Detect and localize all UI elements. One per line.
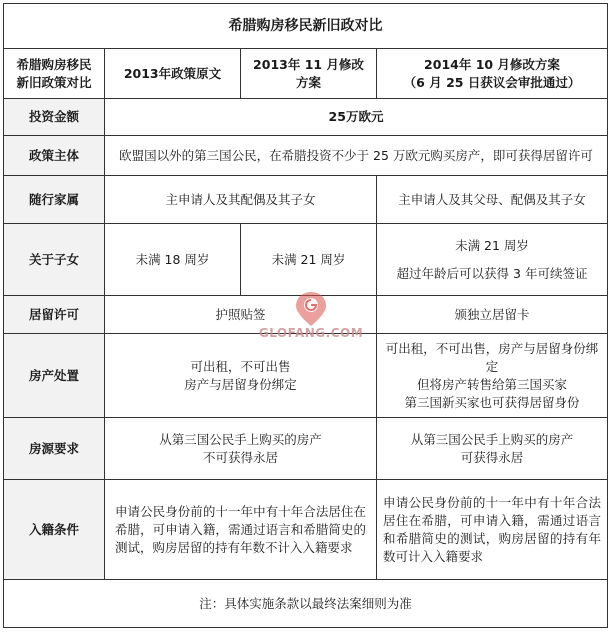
property-new	[377, 334, 608, 418]
row-property	[4, 334, 608, 418]
header-row	[4, 49, 608, 99]
naturalization-new: 申请公民身份前的十一年中有十年合法居住在希腊，可申请入籍，需通过语言和希腊简史的测试，购房居留的持有年数可计入入籍要求	[377, 480, 608, 580]
children-2013: 未满 18 周岁	[105, 224, 241, 296]
row-note	[4, 580, 608, 628]
row-label-residence: 居留许可	[4, 296, 105, 334]
property-old-line1: 可出租，不可出售	[190, 358, 291, 374]
row-source	[4, 418, 608, 480]
children-2014	[377, 224, 608, 296]
row-label-family: 随行家属	[4, 176, 105, 224]
spacer	[383, 255, 601, 265]
header-label-line2: 新旧政策对比	[16, 74, 92, 90]
children-2014-line1: 未满 21 周岁	[455, 237, 529, 253]
header-col-2014	[377, 49, 608, 99]
header-col-2013: 2013年政策原文	[105, 49, 241, 99]
footnote: 注：具体实施条款以最终法案细则为准	[4, 580, 608, 628]
property-old-line2: 房产与居留身份绑定	[184, 376, 297, 392]
row-subject	[4, 136, 608, 176]
header-label-line1: 希腊购房移民	[16, 56, 92, 72]
row-family	[4, 176, 608, 224]
header-col-2014-line2: （6 月 25 日获议会审批通过）	[403, 74, 581, 90]
family-old: 主申请人及其配偶及其子女	[105, 176, 377, 224]
property-old	[105, 334, 377, 418]
property-new-line3: 第三国新买家也可获得居留身份	[404, 394, 580, 410]
title-row	[4, 4, 608, 49]
header-col-2014-line1: 2014年 10 月修改方案	[424, 56, 560, 72]
source-old-line2: 不可获得永居	[202, 449, 278, 465]
row-label-subject: 政策主体	[4, 136, 105, 176]
investment-value: 25万欧元	[105, 99, 608, 136]
property-new-line2: 但将房产转售给第三国买家	[416, 376, 567, 392]
header-label-cell	[4, 49, 105, 99]
source-new	[377, 418, 608, 480]
subject-value: 欧盟国以外的第三国公民，在希腊投资不少于 25 万欧元购买房产，即可获得居留许可	[105, 136, 608, 176]
family-new: 主申请人及其父母、配偶及其子女	[377, 176, 608, 224]
row-naturalization	[4, 480, 608, 580]
children-2013-nov: 未满 21 周岁	[241, 224, 377, 296]
source-new-line2: 可获得永居	[460, 449, 524, 465]
row-label-property: 房产处置	[4, 334, 105, 418]
comparison-table	[3, 3, 608, 628]
children-2014-line2: 超过年龄后可以获得 3 年可续签证	[396, 265, 588, 281]
source-old-line1: 从第三国公民手上购买的房产	[159, 431, 322, 447]
row-investment	[4, 99, 608, 136]
row-label-source: 房源要求	[4, 418, 105, 480]
row-children	[4, 224, 608, 296]
property-new-line1: 可出租，不可出售，房产与居留身份绑定	[385, 340, 599, 374]
watermark-text: GLOFANG.COM	[258, 326, 364, 340]
naturalization-old: 申请公民身份前的十一年中有十年合法居住在希腊，可申请入籍，需通过语言和希腊简史的测试，购房居留的持有年数不计入入籍要求	[105, 480, 377, 580]
row-label-naturalization: 入籍条件	[4, 480, 105, 580]
row-label-children: 关于子女	[4, 224, 105, 296]
source-new-line1: 从第三国公民手上购买的房产	[410, 431, 574, 447]
row-residence	[4, 296, 608, 334]
residence-new: 颁独立居留卡	[377, 296, 608, 334]
header-col-2013-nov: 2013年 11 月修改方案	[241, 49, 377, 99]
residence-old: 护照贴签	[105, 296, 377, 334]
table-title: 希腊购房移民新旧政对比	[4, 4, 608, 49]
row-label-investment: 投资金额	[4, 99, 105, 136]
source-old	[105, 418, 377, 480]
